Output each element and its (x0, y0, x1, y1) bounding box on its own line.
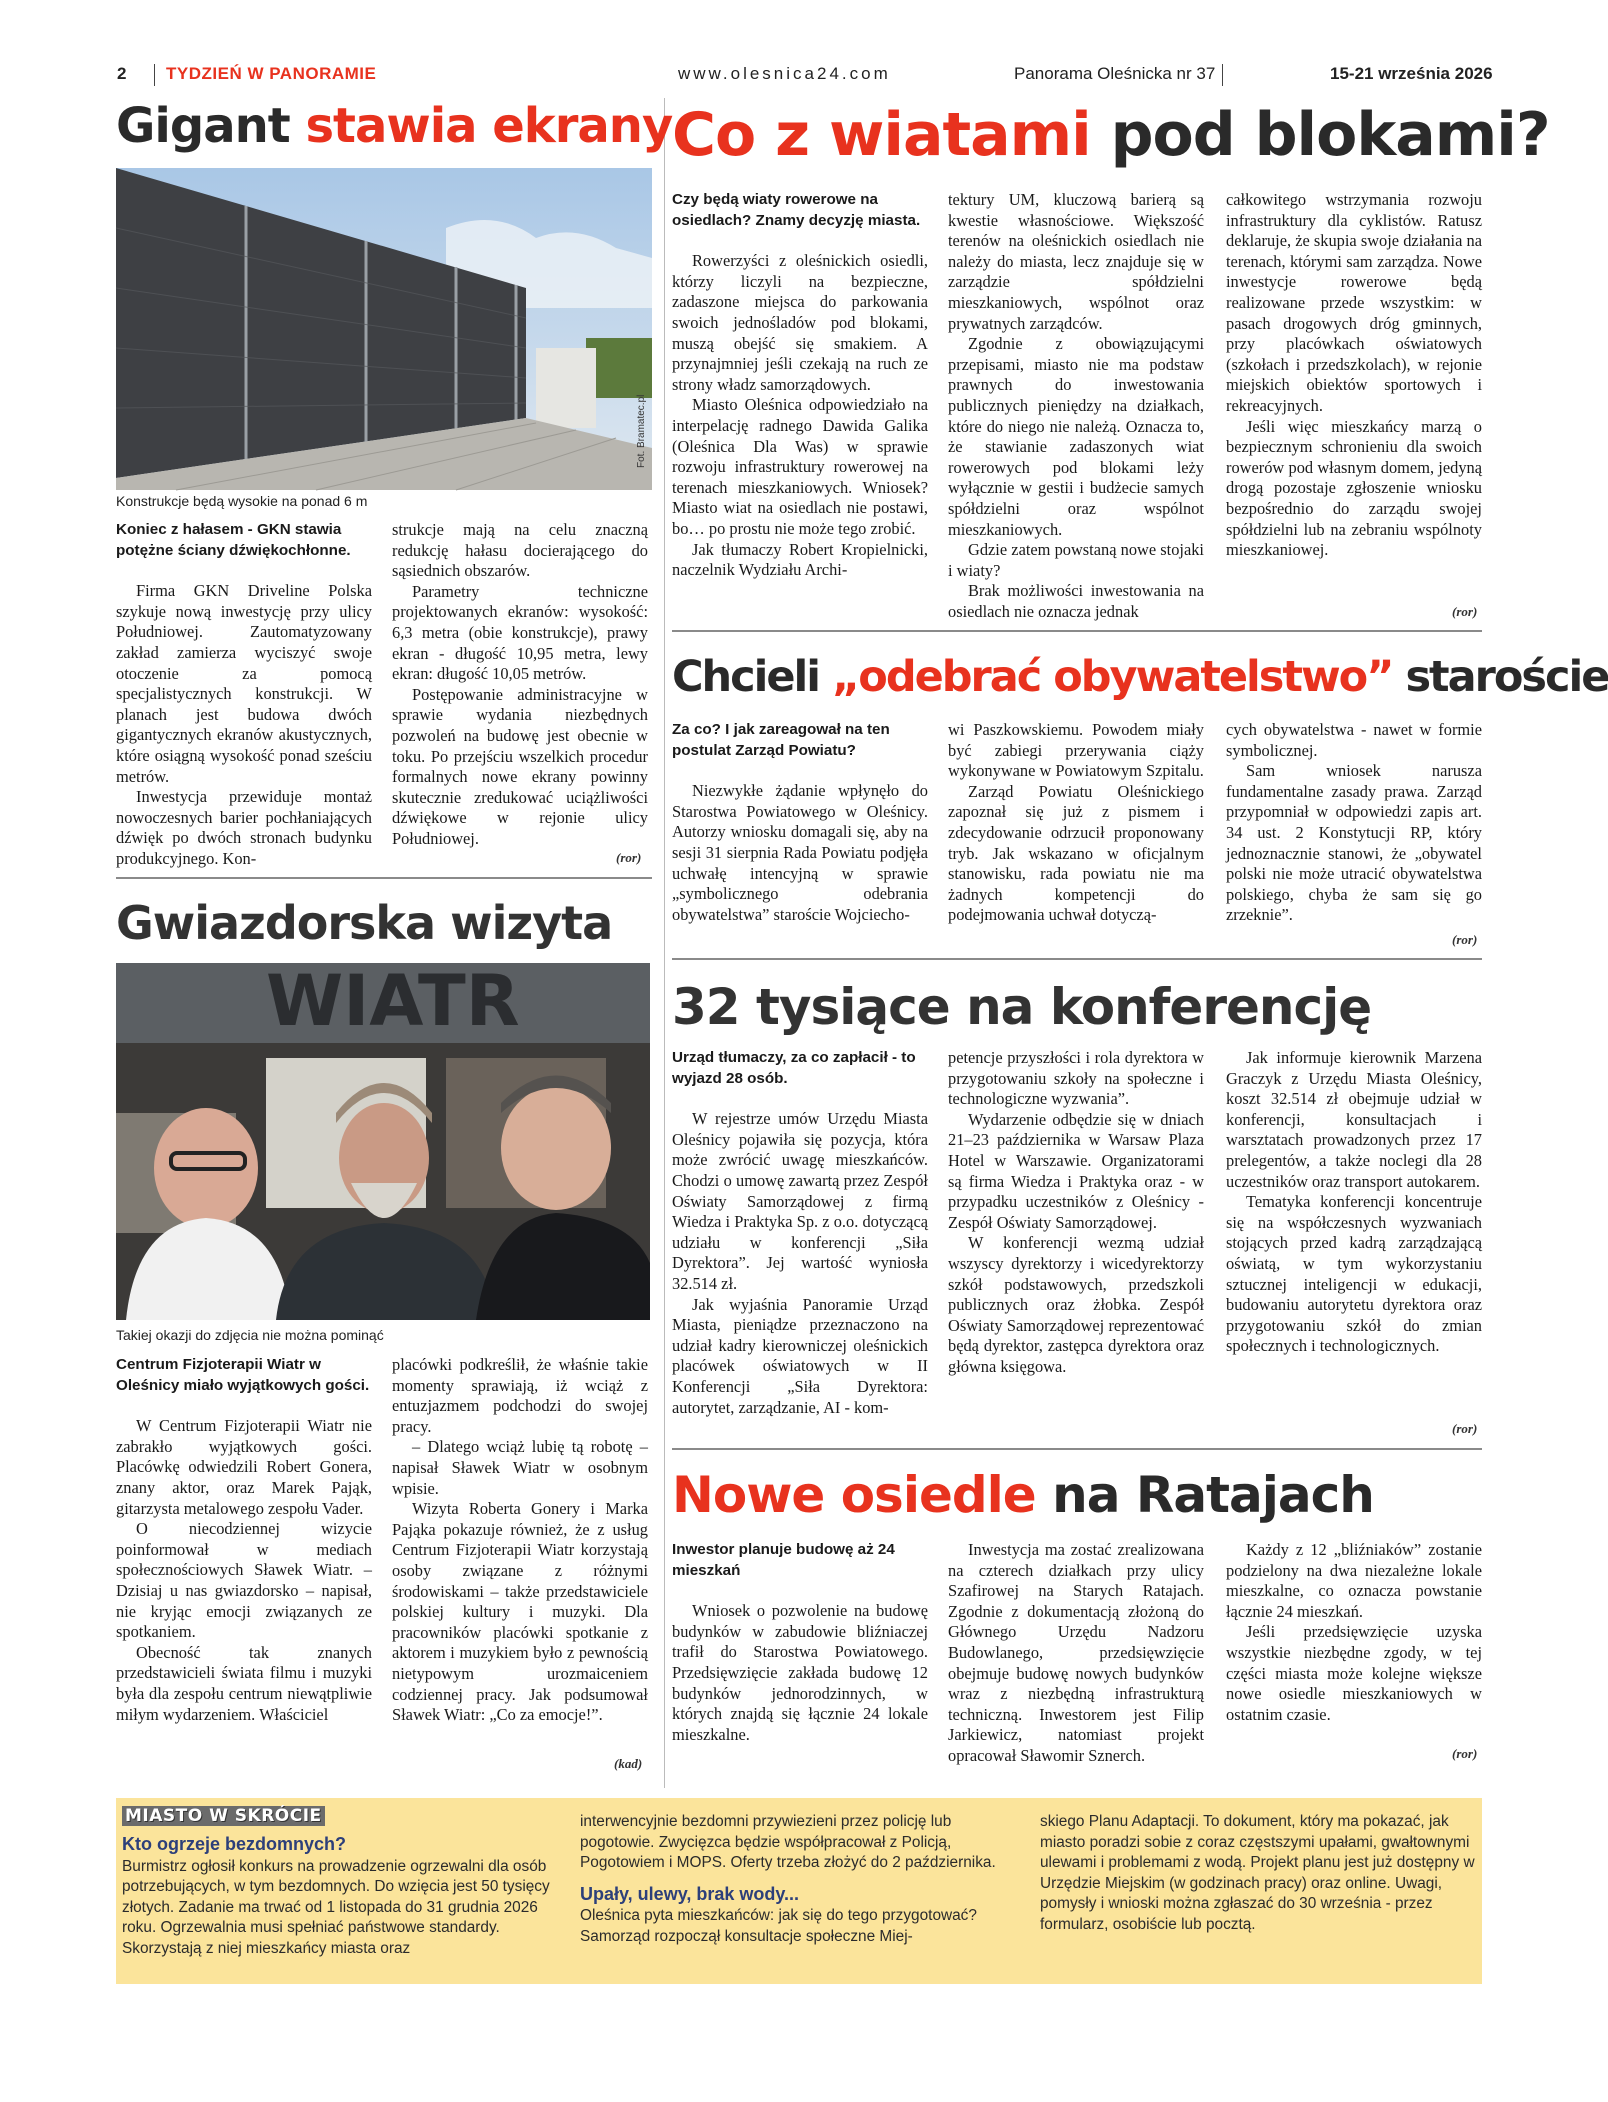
paragraph: O niecodziennej wizycie poinformował w mediach społecznościowych Sławek Wiatr. – Dzisiaj u nas gwiazdorsko – napisał, nie kryjąc emocji związanych ze spotkaniem. (116, 1519, 372, 1642)
wiaty-col1 (672, 190, 928, 581)
lead-text: Koniec z hałasem - GKN stawia potężne ściany dźwiękochłonne. (116, 521, 351, 559)
paragraph: tektury UM, kluczową barierą są kwestie własnościowe. Większość terenów na oleśnickich osiedlach nie należy do miasta, lecz znajduje się w zarządzie spółdzielni mieszkaniowych, wspólnot oraz prywatnych zarządców. (948, 190, 1204, 333)
paragraph: Wydarzenie odbędzie się w dniach 21–23 października w Warsaw Plaza Hotel w Warszawie. Organizatorami są firma Wiedza i Praktyka oraz - w przypadku uczestników z Oleśnicy - Zespół Oświaty Samorządowej. (948, 1109, 1204, 1232)
headline-gigant: Gigant stawia ekrany (116, 98, 673, 154)
paragraph: Firma GKN Driveline Polska szykuje nową inwestycję przy ulicy Południowej. Zautomatyzowany zakład zamierza wyciszyć swoje otoczenie za pomocą specjalistycznych konstrukcji. W planach jest budowa dwóch gigantycznych ekranów akustycznych, które osiągną wysokość ponad sześciu metrów. (116, 581, 372, 786)
header-divider (154, 64, 155, 86)
paragraph: Inwestycja ma zostać zrealizowana na czterech działkach przy ulicy Szafirowej na Starych Ratajach. Zgodnie z dokumentacją złożoną do Głównego Urzędu Nadzoru Budowlanego, przedsięwzięcie obejmuje budowę nowych budynków wraz z niezbędną infrastrukturą techniczną. Inwestorem jest Filip Jarkiewicz, natomiast projekt opracował Sławomir Sznerch. (948, 1540, 1204, 1765)
divider (116, 877, 652, 879)
paragraph: wi Paszkowskiemu. Powodem miały być zabiegi przerywania ciąży wykonywane w Powiatowym Szpitalu. (948, 720, 1204, 781)
paragraph: cych obywatelstwa - nawet w formie symbolicznej. (1226, 720, 1482, 760)
brief-label: MIASTO W SKRÓCIE (122, 1806, 325, 1826)
signature: (ror) (616, 850, 642, 865)
paragraph: W Centrum Fizjoterapii Wiatr nie zabrakło wyjątkowych gości. Placówkę odwiedzili Robert Gonera, znany aktor, oraz Marek Pająk, gitarzysta metalowego zespołu Vader. (116, 1416, 372, 1518)
brief-col3 (1040, 1812, 1480, 1935)
headline-wiaty: Co z wiatami pod blokami? (672, 100, 1550, 170)
website[interactable]: www.olesnica24.com (678, 64, 891, 83)
lead-text: Inwestor planuje budowę aż 24 mieszkań (672, 1541, 895, 1579)
paragraph: Wizyta Roberta Gonery i Marka Pająka pokazuje również, że z usług Centrum Fizjoterapii Wiatr korzystają osoby związane z różnymi środowiskami – także przedstawiciele polskiej kultury i muzyki. Dla pracowników placówki spotkanie z aktorem i muzykiem było z pewnością nietypowym urozmaiceniem codziennej pracy. Jak podsumował Sławek Wiatr: „Co za emocje!”. (392, 1499, 648, 1725)
signature: (ror) (1452, 1746, 1478, 1761)
obywatelstwo-col1 (672, 720, 928, 925)
obywatelstwo-col2 (948, 720, 1204, 926)
section-title: TYDZIEŃ W PANORAMIE (166, 64, 377, 83)
brief-title: Kto ogrzeje bezdomnych? (122, 1834, 347, 1854)
wizyta-col1 (116, 1355, 372, 1725)
paragraph: Każdy z 12 „bliźniaków” zostanie podzielony na dwa niezależne lokale mieszkalne, co oznacza powstanie łącznie 24 mieszkań. (1226, 1540, 1482, 1621)
headline-wizyta: Gwiazdorska wizyta (116, 896, 613, 950)
lead-text: Za co? I jak zareagował na ten postulat Zarząd Powiatu? (672, 721, 890, 759)
osiedle-col1 (672, 1540, 928, 1745)
konferencja-col3 (1226, 1048, 1482, 1357)
visit-group-photo (116, 960, 650, 1320)
paragraph: placówki podkreślił, że właśnie takie momenty sprawiają, iż wciąż z entuzjazmem podchodzi do swojej pracy. (392, 1355, 648, 1436)
paragraph: Brak możliwości inwestowania na osiedlach nie oznacza jednak (948, 581, 1204, 621)
brief-text: Burmistrz ogłosił konkurs na prowadzenie ogrzewalni dla osób potrzebujących, w tym bezdomnych. Do wzięcia jest 50 tysięcy złotych. Zadanie ma trwać od 1 listopada do 31 grudnia 2026 roku. Ogrzewalnia musi spełniać państwowe standardy. Skorzystają z niej mieszkańcy miasta oraz (122, 1857, 550, 1957)
brief-col1 (122, 1834, 552, 1959)
lead-text: Czy będą wiaty rowerowe na osiedlach? Znamy decyzję miasta. (672, 191, 921, 229)
signature: (ror) (1452, 604, 1478, 619)
paragraph: Gdzie zatem powstaną nowe stojaki i wiaty? (948, 540, 1204, 580)
photo-credit: Fot. Bramatec.pl (636, 394, 647, 468)
signature: (kad) (614, 1756, 643, 1771)
divider (672, 958, 1482, 960)
paragraph: W konferencji wezmą udział wszyscy dyrektorzy i wicedyrektorzy szkół podstawowych, przedszkoli publicznych oraz żłobka. Zespół Oświaty Samorządowej reprezentować będą dyrektor, zastępca dyrektora oraz główna księgowa. (948, 1233, 1204, 1376)
paragraph: Zarząd Powiatu Oleśnickiego zapoznał się już z pismem i zdecydowanie odrzucił proponowany tryb. Jak wskazano w oficjalnym stanowisku, rada powiatu nie ma żadnych kompetencji do podejmowania uchwał dotyczą- (948, 781, 1204, 925)
paragraph: Parametry techniczne projektowanych ekranów: wysokość: 6,3 metra (obie konstrukcje), prawy ekran - długość 10,95 metra, lewy ekran: długość 10,05 metrów. (392, 581, 648, 684)
signature: (ror) (1452, 932, 1478, 947)
brief-title: Upały, ulewy, brak wody... (580, 1883, 800, 1904)
acoustic-screens-photo (116, 168, 652, 490)
header-divider (1222, 64, 1223, 86)
lead-text: Urząd tłumaczy, za co zapłacił - to wyjazd 28 osób. (672, 1049, 916, 1087)
paragraph: Jak informuje kierownik Marzena Graczyk z Urzędu Miasta Oleśnicy, koszt 32.514 zł obejmuje udział w konferencji, konsultacjach i warsztatach prowadzonych przez 17 prelegentów, a także noclegi dla 28 uczestników oraz transport autokarem. (1226, 1048, 1482, 1191)
paragraph: petencje przyszłości i rola dyrektora w przygotowaniu szkoły na społeczne i technologiczne wyzwania”. (948, 1048, 1204, 1109)
paragraph: Wniosek o pozwolenie na budowę budynków w zabudowie bliźniaczej trafił do Starostwa Powiatowego. Przedsięwzięcie zakłada budowę 12 budynków jednorodzinnych, w których znajdą się łącznie 24 lokale mieszkalne. (672, 1601, 928, 1744)
headline-obywatelstwo: Chcieli „odebrać obywatelstwo” staroście (672, 652, 1608, 702)
paragraph: Rowerzyści z oleśnickich osiedli, którzy liczyli na bezpieczne, zadaszone miejsca do parkowania swoich jednośladów pod blokami, muszą obejść się smakiem. A przynajmniej jeśli czekają na ruch ze strony władz samorządowych. (672, 251, 928, 394)
paragraph: W rejestrze umów Urzędu Miasta Oleśnicy pojawiła się pozycja, która może zwrócić uwagę mieszkańców. Chodzi o umowę zawartą przez Zespół Oświaty Samorządowej z firmą Wiedza i Praktyka Sp. z o.o. dotyczącą udziału w konferencji „Siła Dyrektora”. Jej wartość wyniosła 32.514 zł. (672, 1109, 928, 1293)
headline-konferencja: 32 tysiące na konferencję (672, 978, 1372, 1036)
photo-caption: Takiej okazji do zdjęcia nie można pominąć (116, 1327, 384, 1343)
paragraph: Jeśli więc mieszkańcy marzą o bezpiecznym schronieniu dla swoich rowerów pod własnym domem, jedyną drogą pozostaje zgłoszenie wniosku bezpośrednio do zarządu swojej spółdzielni lub na zebraniu wspólnoty mieszkaniowej. (1226, 416, 1482, 560)
column-divider (664, 98, 665, 1788)
issue-number: Panorama Oleśnicka nr 37 (1014, 64, 1216, 83)
paragraph: Jak wyjaśnia Panoramie Urząd Miasta, pieniądze przeznaczono na udział kadry kierowniczej oleśnickich placówek oświatowych w II Konferencji „Siła Dyrektora: autorytet, zarządzanie, AI - kom- (672, 1294, 928, 1417)
divider (672, 1448, 1482, 1450)
brief-text: skiego Planu Adaptacji. To dokument, który ma pokazać, jak miasto poradzi sobie z coraz częstszymi upałami, gwałtownymi ulewami i problemami z wodą. Projekt planu jest już dostępny w Urzędzie Miejskim (w godzinach pracy) oraz online. Uwagi, pomysły i wnioski można zgłaszać do 30 września - przez formularz, osobiście lub pocztą. (1040, 1813, 1475, 1933)
paragraph: całkowitego wstrzymania rozwoju infrastruktury dla cyklistów. Ratusz deklaruje, że skupia swoje działania na terenach, którymi sam zarządza. Nowe inwestycje rowerowe będą realizowane przede wszystkim: w pasach drogowych dróg gminnych, przy placówkach oświatowych (szkołach i przedszkolach), w rejonie miejskich obiektów sportowych i rekreacyjnych. (1226, 190, 1482, 415)
paragraph: Postępowanie administracyjne w sprawie wydania niezbędnych pozwoleń na budowę jest obecnie w toku. Po przejściu wszelkich procedur formalnych nowe ekrany powinny skutecznie zredukować uciążliwości dźwiękowe w rejonie ulicy Południowej. (392, 684, 648, 848)
paragraph: Niezwykłe żądanie wpłynęło do Starostwa Powiatowego w Oleśnicy. Autorzy wniosku domagali się, aby na sesji 31 sierpnia Rada Powiatu podjęła uchwałę intencyjną w sprawie „symbolicznego odebrania obywatelstwa” staroście Wojciecho- (672, 781, 928, 924)
page-number: 2 (117, 64, 127, 83)
signature: (ror) (1452, 1421, 1478, 1436)
osiedle-col2 (948, 1540, 1204, 1767)
konferencja-col1 (672, 1048, 928, 1418)
brief-col2 (580, 1812, 1020, 1947)
paragraph: strukcje mają na celu znaczną redukcję hałasu docierającego do sąsiednich obszarów. (392, 520, 648, 581)
konferencja-col2 (948, 1048, 1204, 1378)
brief-text: Oleśnica pyta mieszkańców: jak się do tego przygotować? Samorząd rozpoczął konsultacje społeczne Miej- (580, 1907, 977, 1945)
wiaty-col3 (1226, 190, 1482, 561)
issue-dates: 15-21 września 2026 (1330, 64, 1493, 83)
wizyta-col2 (392, 1355, 648, 1726)
osiedle-col3 (1226, 1540, 1482, 1725)
paragraph: Jak tłumaczy Robert Kropielnicki, naczelnik Wydziału Archi- (672, 539, 928, 580)
gigant-col1 (116, 520, 372, 870)
lead-text: Centrum Fizjoterapii Wiatr w Oleśnicy miało wyjątkowych gości. (116, 1356, 370, 1394)
paragraph: Zgodnie z obowiązującymi przepisami, miasto nie ma podstaw prawnych do inwestowania publicznych pieniędzy na działkach, które do niego nie należą. Oznacza to, że stawianie zadaszonych wiat rowerowych pod blokami leży wyłącznie w gestii i budżecie samych spółdzielni oraz wspólnot mieszkaniowych. (948, 334, 1204, 539)
paragraph: Inwestycja przewiduje montaż nowoczesnych barier pochłaniających dźwięk po dwóch stronach budynku produkcyjnego. Kon- (116, 787, 372, 868)
headline-osiedle: Nowe osiedle na Ratajach (672, 1466, 1374, 1524)
gigant-col2 (392, 520, 648, 850)
paragraph: Tematyka konferencji koncentruje się na współczesnych wyzwaniach stojących przed kadrą zarządzającą oświatą, w tym wykorzystaniu sztucznej inteligencji w edukacji, budowaniu autorytetu dyrektora oraz przygotowaniu szkół do zmian społecznych i technologicznych. (1226, 1192, 1482, 1356)
paragraph: Miasto Oleśnica odpowiedziało na interpelację radnego Dawida Galika (Oleśnica Dla Was) w sprawie rozwoju infrastruktury rowerowej na terenach mieszkaniowych. Wniosek? Miasto wiat na osiedlach nie postawi, bo… po prostu nie może tego zrobić. (672, 395, 928, 538)
wiaty-col2 (948, 190, 1204, 622)
paragraph: Obecność tak znanych przedstawicieli świata filmu i muzyki była dla zespołu centrum niewątpliwie miłym wydarzeniem. Właściciel (116, 1642, 372, 1724)
divider (672, 630, 1482, 632)
paragraph: – Dlatego wciąż lubię tą robotę – napisał Sławek Wiatr w osobnym wpisie. (392, 1437, 648, 1498)
paragraph: Jeśli przedsięwzięcie uzyska wszystkie niezbędne zgody, w tej części miasta może kolejne większe nowe osiedle mieszkaniowych w ostatnim czasie. (1226, 1622, 1482, 1724)
paragraph: Sam wniosek narusza fundamentalne zasady prawa. Zarząd przypomniał w odpowiedzi zapis art. 34 ust. 2 Konstytucji RP, który jednoznacznie stanowi, że „obywatel polski nie może utracić obywatelstwa polskiego, chyba że sam się go zrzeknie”. (1226, 761, 1482, 925)
obywatelstwo-col3 (1226, 720, 1482, 926)
brief-text: interwencyjnie bezdomni przywiezieni przez policję lub pogotowie. Zwycięzca będzie współpracował z Policją, Pogotowiem i MOPS. Oferty trzeba złożyć do 2 października. (580, 1813, 996, 1871)
storefront-sign: WIATR (266, 960, 520, 1042)
photo-caption: Konstrukcje będą wysokie na ponad 6 m (116, 493, 368, 509)
